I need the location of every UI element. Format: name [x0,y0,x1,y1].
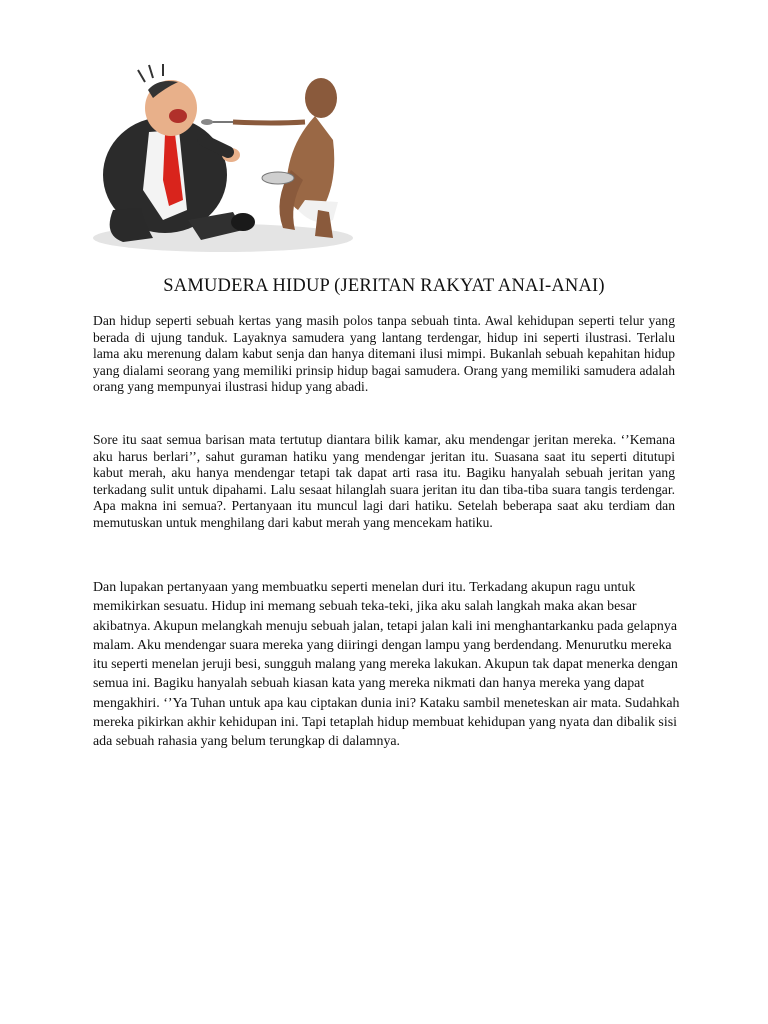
paragraph-3: Dan lupakan pertanyaan yang membuatku seperti menelan duri itu. Terkadang akupun ragu untuk memikirkan sesuatu. Hidup ini memang sebuah teka-teki, jika aku salah langkah maka akan besar akibatnya. Akupun melangkah menuju sebuah jalan, tetapi jalan kali ini menghantarkanku pada gelapnya malam. Aku mendengar suara mereka yang diiringi dengan lampu yang berdendang. Menurutku mereka itu seperti menelan jeruji besi, sungguh malang yang mereka lakukan. Akupun tak dapat menerka dengan semua ini. Bagiku hanyalah sebuah kiasan kata yang mereka nikmati dan hanya mereka yang dapat mengakhiri. ‘’Ya Tuhan untuk apa kau ciptakan dunia ini? Kataku sambil meneteskan air mata. Sudahkah mereka pikirkan akhir kehidupan ini. Tapi tetaplah hidup membuat kehidupan yang nyata dan dibalik sisi ada sebuah rahasia yang belum terungkap di dalamnya. [93,580,680,750]
paragraph-2: Sore itu saat semua barisan mata tertutup diantara bilik kamar, aku mendengar jeritan mereka. ‘’Kemana aku harus berlari’’, sahut guraman hatiku yang mendengar jeritan itu. Suasana saat itu seperti ditutupi kabut merah, aku hanya mendengar tetapi tak dapat arti rasa itu. Bagiku hanyalah sebuah jeritan yang terkadang sulit untuk dipahami. Lalu sesaat hilanglah suara jeritan itu dan tiba-tiba suara tangis terdengar. Apa makna ini semua?. Pertanyaan itu muncul lagi dari hatiku. Setelah beberapa saat aku terdiam dan memutuskan untuk menghilang dari kabut merah yang mencekam hatiku. [93,432,675,530]
paragraph-1: Dan hidup seperti sebuah kertas yang masih polos tanpa sebuah tinta. Awal kehidupan seperti telur yang berada di ujung tanduk. Layaknya samudera yang lantang terdengar, hidup ini seperti ilustrasi. Terlalu lama aku merenung dalam kabut senja dan hanya ditemani ilusi mimpi. Bukanlah sebuah kepahitan hidup yang dialami seorang yang memiliki prinsip hidup bagai samudera. Orang yang memiliki samudera adalah orang yang mempunyai ilustrasi hidup yang abadi. [93,313,675,395]
document-title: SAMUDERA HIDUP (JERITAN RAKYAT ANAI-ANAI) [163,276,605,296]
cartoon-illustration [83,60,359,258]
